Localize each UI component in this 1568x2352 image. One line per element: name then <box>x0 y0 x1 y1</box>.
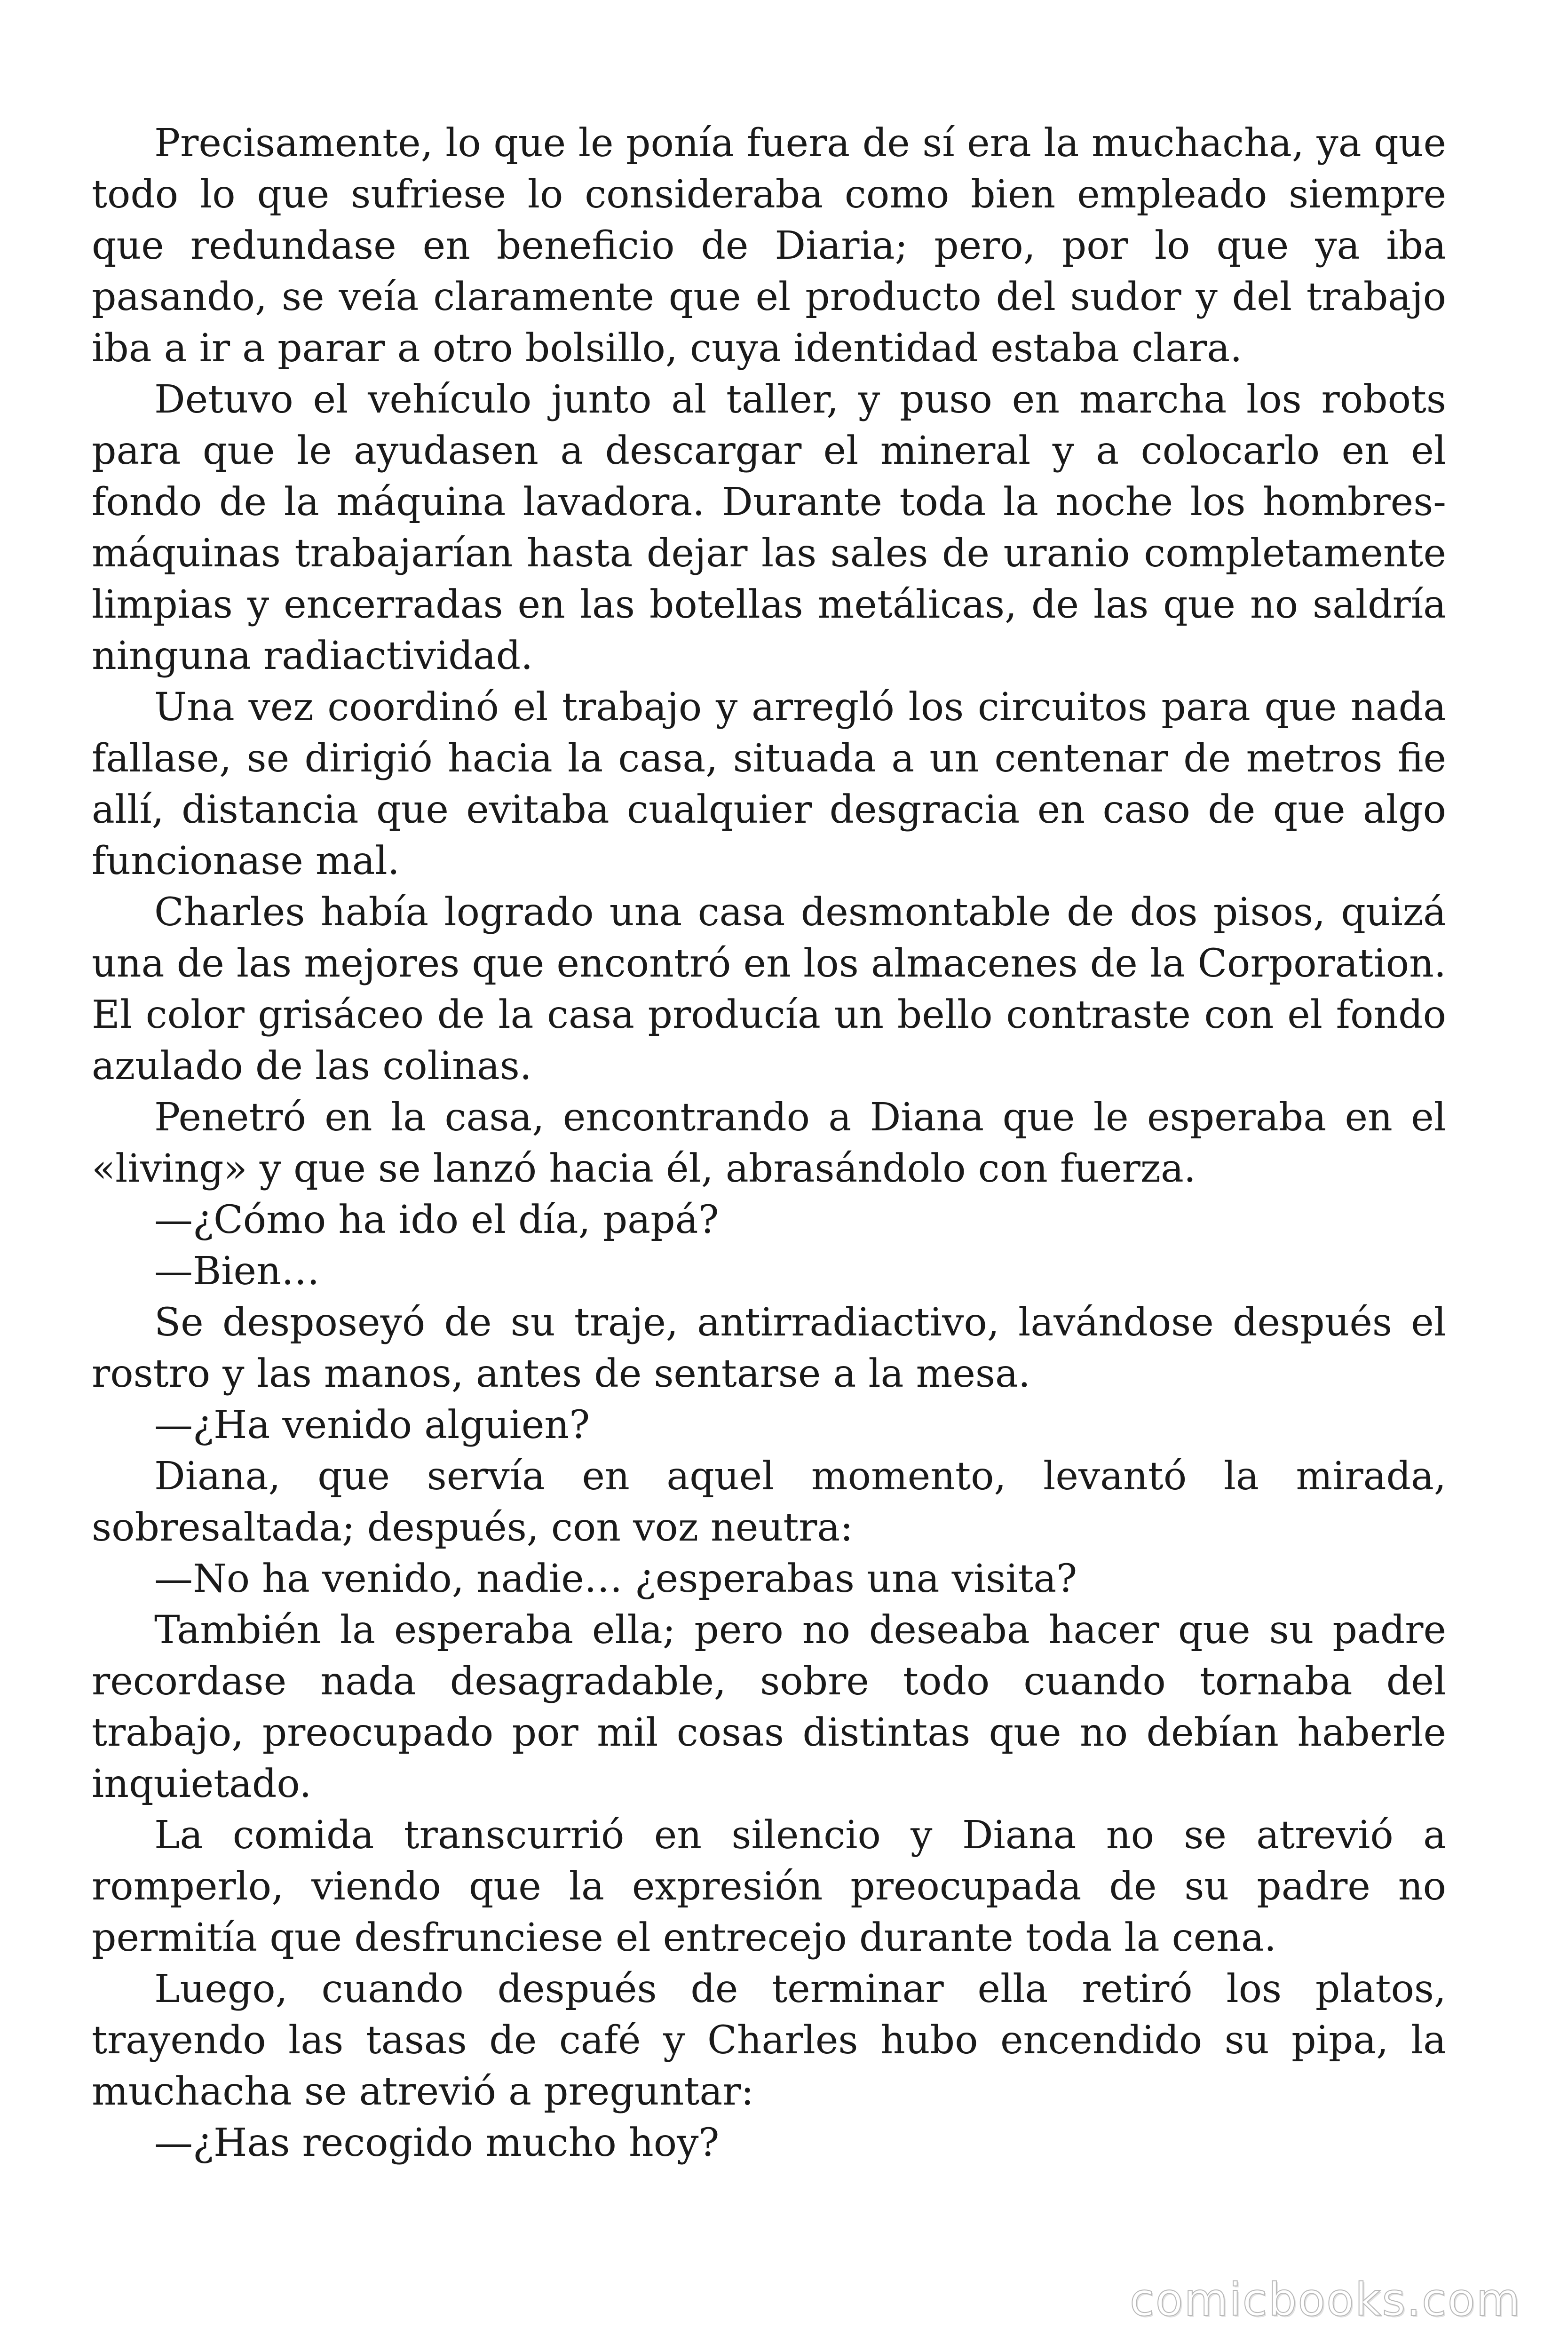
paragraph: Una vez coordinó el trabajo y arregló los circuitos para que nada fallase, se dirigió hacia la casa, situada a un centenar de metros fie allí, distancia que evitaba cualquier desgracia en caso de que algo funcionase mal. <box>92 685 1446 883</box>
paragraph: También la esperaba ella; pero no deseaba hacer que su padre recordase nada desagradable, sobre todo cuando tornaba del trabajo, preocupado por mil cosas distintas que no debían haberle inquietado. <box>92 1608 1446 1806</box>
paragraph: La comida transcurrió en silencio y Diana no se atrevió a romperlo, viendo que la expresión preocupada de su padre no permitía que desfrunciese el entrecejo durante toda la cena. <box>92 1813 1446 1960</box>
paragraph: Detuvo el vehículo junto al taller, y puso en marcha los robots para que le ayudasen a descargar el mineral y a colocarlo en el fondo de la máquina lavadora. Durante toda la noche los hombres-máquinas trabajarían hasta dejar las sales de uranio completamente limpias y encerradas en las botellas metálicas, de las que no saldría ninguna radiactividad. <box>92 377 1446 678</box>
watermark: comicbooks.com <box>1129 2273 1521 2326</box>
dialogue-line: —¿Cómo ha ido el día, papá? <box>154 1198 719 1242</box>
paragraph: Precisamente, lo que le ponía fuera de sí era la muchacha, ya que todo lo que sufriese lo consideraba como bien empleado siempre que redundase en beneficio de Diaria; pero, por lo que ya iba pasando, se veía claramente que el producto del sudor y del trabajo iba a ir a parar a otro bolsillo, cuya identidad estaba clara. <box>92 121 1446 371</box>
dialogue-line: —¿Has recogido mucho hoy? <box>154 2121 720 2165</box>
dialogue-line: —¿Ha venido alguien? <box>154 1403 590 1447</box>
paragraph: Charles había logrado una casa desmontable de dos pisos, quizá una de las mejores que encontró en los almacenes de la Corporation. El color grisáceo de la casa producía un bello contraste con el fondo azulado de las colinas. <box>92 890 1446 1089</box>
paragraph: Diana, que servía en aquel momento, levantó la mirada, sobresaltada; después, con voz neutra: <box>92 1454 1446 1550</box>
dialogue-line: —Bien… <box>154 1249 320 1294</box>
paragraph: Luego, cuando después de terminar ella retiró los platos, trayendo las tasas de café y Charles hubo encendido su pipa, la muchacha se atrevió a preguntar: <box>92 1967 1446 2114</box>
paragraph: Penetró en la casa, encontrando a Diana que le esperaba en el «living» y que se lanzó hacia él, abrasándolo con fuerza. <box>92 1095 1446 1191</box>
paragraph: Se desposeyó de su traje, antirradiactivo, lavándose después el rostro y las manos, antes de sentarse a la mesa. <box>92 1300 1446 1396</box>
book-page-text <box>92 118 1446 2169</box>
dialogue-line: —No ha venido, nadie… ¿esperabas una visita? <box>154 1557 1077 1601</box>
